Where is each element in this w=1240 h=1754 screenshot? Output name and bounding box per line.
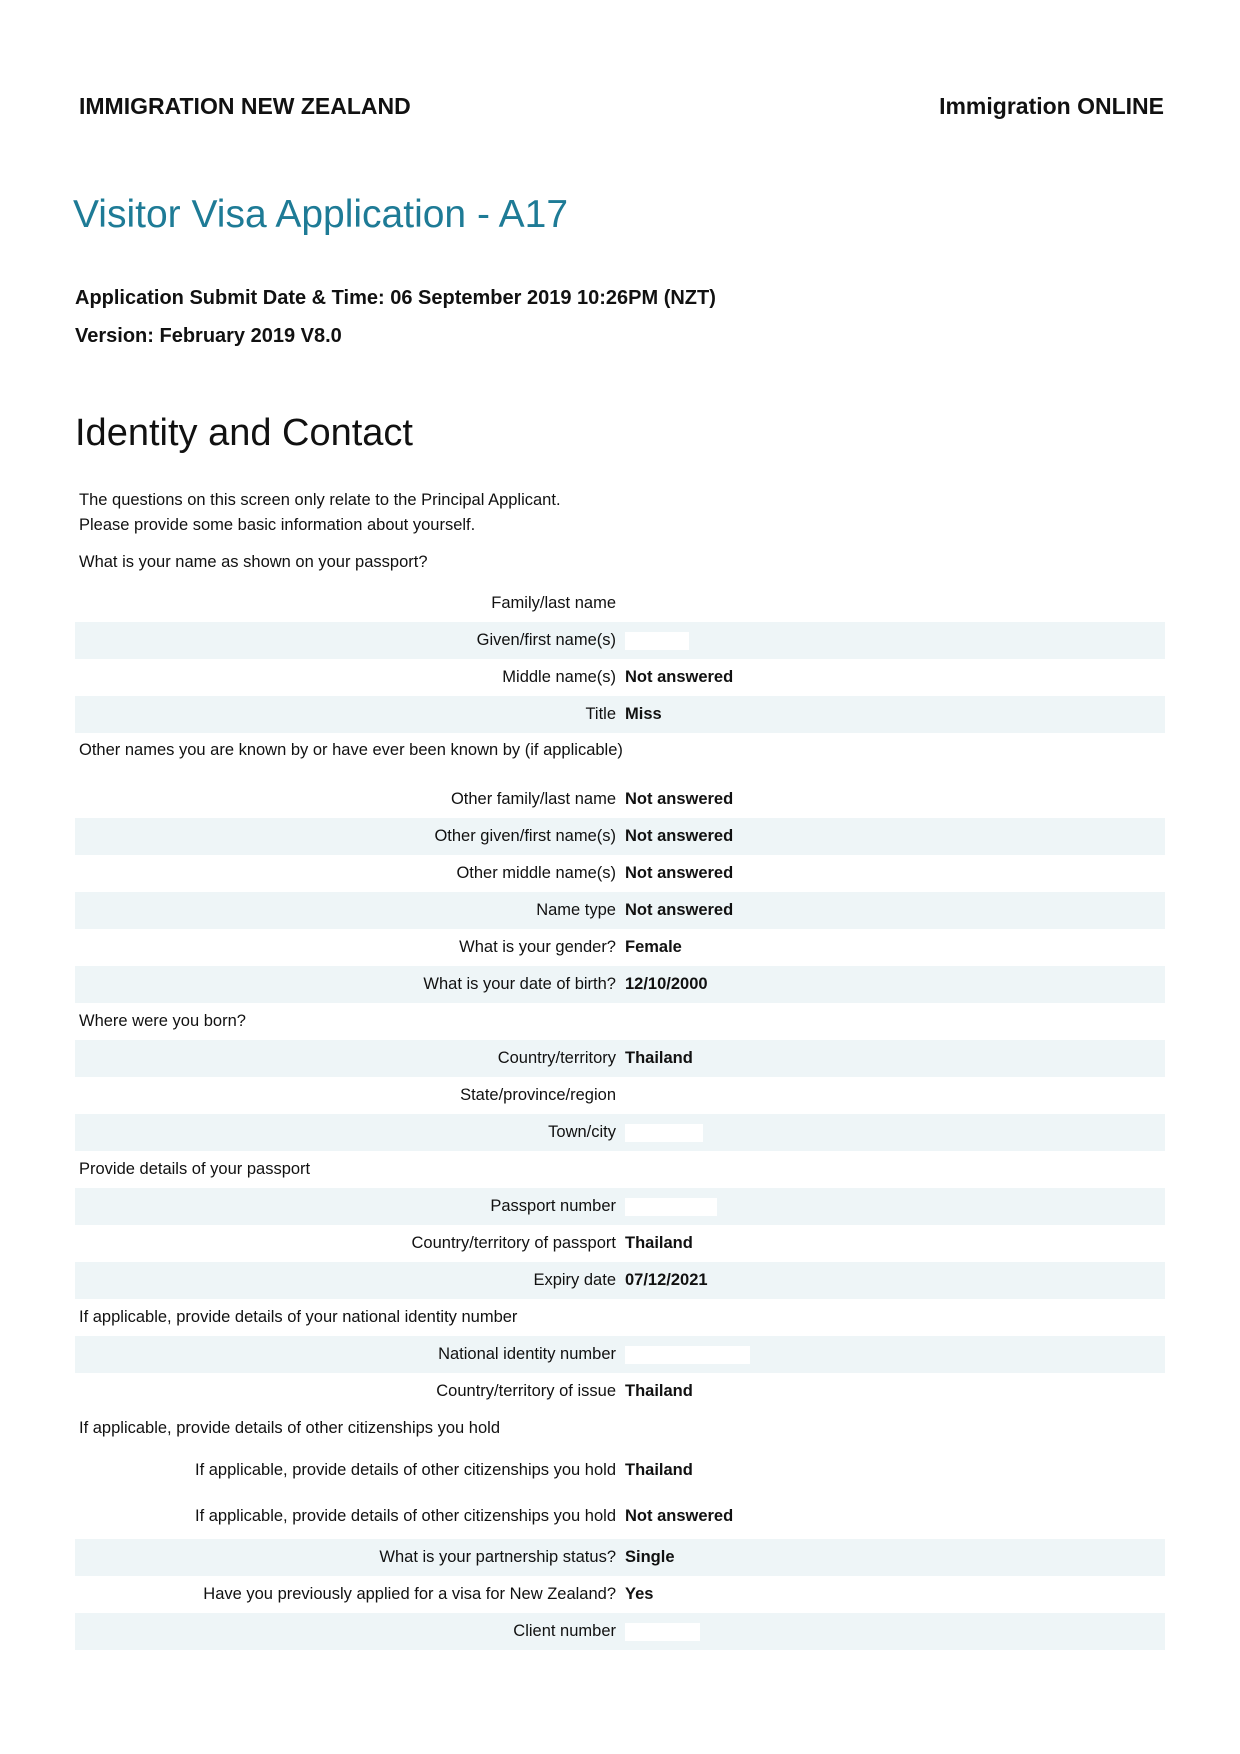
field-row	[75, 659, 1165, 696]
field-label: Town/city	[548, 1123, 616, 1141]
field-row	[75, 1336, 1165, 1373]
field-value: 12/10/2000	[625, 975, 708, 993]
field-label: What is your date of birth?	[423, 975, 616, 993]
field-label: Other family/last name	[450, 790, 616, 808]
field-label: Title	[585, 705, 616, 723]
field-label: Other given/first name(s)	[434, 827, 616, 845]
field-row	[75, 1225, 1165, 1262]
field-row	[75, 818, 1165, 855]
field-label: What is your gender?	[459, 938, 616, 956]
field-label: Passport number	[490, 1197, 616, 1215]
redacted-value	[625, 1346, 750, 1364]
field-value: Thailand	[625, 1382, 693, 1400]
redacted-title-block	[568, 196, 838, 238]
field-value: Thailand	[625, 1460, 693, 1479]
born-heading-row	[75, 1003, 1165, 1040]
field-label: Country/territory of issue	[436, 1382, 616, 1400]
field-label: If applicable, provide details of other citizenships you hold	[195, 1506, 616, 1525]
field-label: Middle name(s)	[502, 668, 616, 686]
field-value	[625, 1197, 717, 1216]
field-row	[75, 1373, 1165, 1410]
field-row	[75, 1493, 1165, 1539]
redacted-value	[625, 632, 689, 650]
redacted-value	[625, 1198, 717, 1216]
field-value	[625, 1622, 700, 1641]
field-label: Expiry date	[533, 1271, 616, 1289]
field-row	[75, 892, 1165, 929]
field-row	[75, 622, 1165, 659]
form-version: Version: February 2019 V8.0	[75, 325, 342, 347]
field-row	[75, 855, 1165, 892]
field-row	[75, 781, 1165, 818]
field-row	[75, 1040, 1165, 1077]
field-value: Thailand	[625, 1049, 693, 1067]
intro-line-1: The questions on this screen only relate to the Principal Applicant.	[79, 491, 561, 509]
national-id-heading-row	[75, 1299, 1165, 1336]
national-id-heading: If applicable, provide details of your national identity number	[79, 1308, 518, 1326]
field-row	[75, 1262, 1165, 1299]
field-row	[75, 585, 1165, 622]
field-value	[625, 631, 689, 650]
field-row	[75, 1077, 1165, 1114]
field-value: Not answered	[625, 901, 734, 919]
field-value: Not answered	[625, 827, 734, 845]
field-label: Country/territory	[497, 1049, 616, 1067]
field-value: Not answered	[625, 668, 734, 686]
field-value: Miss	[625, 705, 662, 723]
submit-datetime: Application Submit Date & Time: 06 September 2019 10:26PM (NZT)	[75, 287, 716, 309]
citizenship-heading: If applicable, provide details of other citizenships you hold	[79, 1419, 500, 1437]
field-value: Not answered	[625, 1506, 734, 1525]
passport-heading: Provide details of your passport	[79, 1160, 311, 1178]
field-value: Thailand	[625, 1234, 693, 1252]
redacted-value	[625, 1124, 703, 1142]
field-row	[75, 966, 1165, 1003]
field-value: Not answered	[625, 790, 734, 808]
field-row	[75, 1188, 1165, 1225]
field-value: 07/12/2021	[625, 1271, 708, 1289]
passport-heading-row	[75, 1151, 1165, 1188]
field-row	[75, 929, 1165, 966]
field-row	[75, 1114, 1165, 1151]
field-label: Have you previously applied for a visa for New Zealand?	[203, 1585, 616, 1603]
field-label: State/province/region	[460, 1086, 616, 1104]
identity-form	[75, 488, 1165, 1650]
field-label: Country/territory of passport	[411, 1234, 616, 1252]
service-title: Immigration ONLINE	[939, 93, 1164, 119]
field-label: Client number	[513, 1622, 616, 1640]
field-row	[75, 1613, 1165, 1650]
citizenship-heading-row	[75, 1410, 1165, 1447]
field-value: Not answered	[625, 864, 734, 882]
field-value: Single	[625, 1548, 675, 1566]
field-row	[75, 1539, 1165, 1576]
field-value	[625, 1345, 750, 1364]
field-label: Name type	[536, 901, 616, 919]
field-label: National identity number	[438, 1345, 616, 1363]
born-heading: Where were you born?	[79, 1012, 246, 1030]
field-row	[75, 696, 1165, 733]
field-label: Other middle name(s)	[456, 864, 616, 882]
application-title	[73, 193, 838, 238]
field-label: If applicable, provide details of other citizenships you hold	[195, 1460, 616, 1479]
redacted-value	[625, 1623, 700, 1641]
field-label: Family/last name	[491, 594, 616, 612]
section-title: Identity and Contact	[75, 412, 413, 454]
field-label: What is your partnership status?	[379, 1548, 616, 1566]
field-value: Yes	[625, 1585, 654, 1603]
name-heading: What is your name as shown on your passport?	[79, 553, 428, 571]
field-row	[75, 1576, 1165, 1613]
intro-line-2: Please provide some basic information about yourself.	[79, 516, 476, 534]
other-names-heading: Other names you are known by or have ever been known by (if applicable)	[79, 741, 623, 759]
application-title-text: Visitor Visa Application - A17	[73, 193, 569, 236]
field-value: Female	[625, 938, 682, 956]
field-label: Given/first name(s)	[476, 631, 616, 649]
field-value	[625, 1123, 703, 1142]
agency-title: IMMIGRATION NEW ZEALAND	[79, 93, 411, 119]
field-row	[75, 1447, 1165, 1493]
